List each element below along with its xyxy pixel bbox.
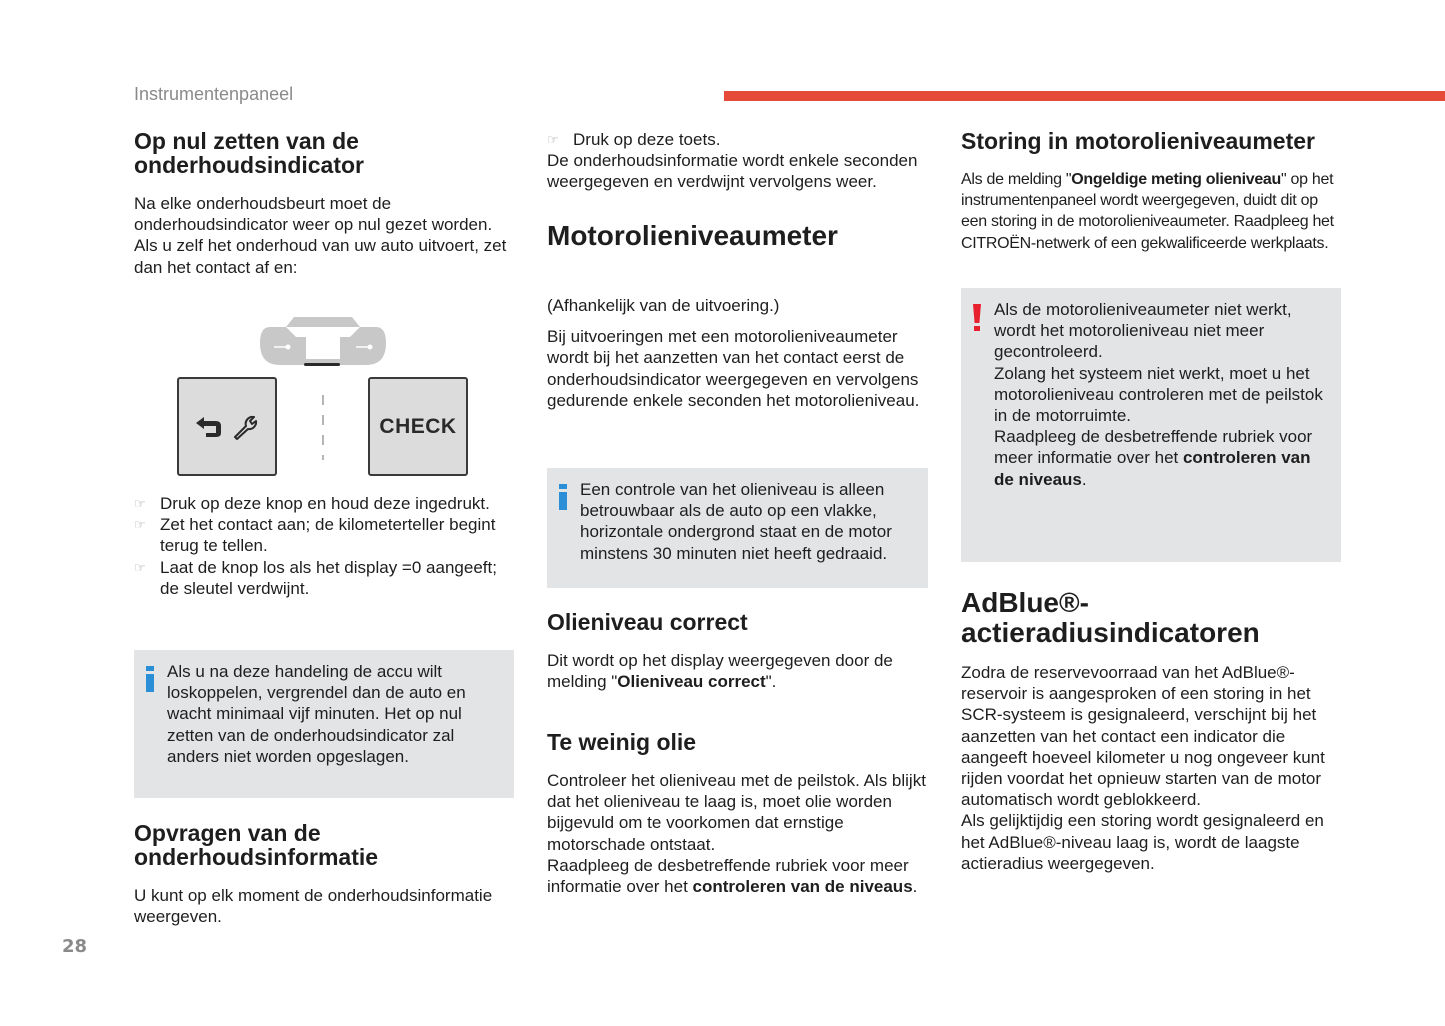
- correct-section: [547, 610, 929, 692]
- low-oil-heading: Te weinig olie: [547, 729, 697, 755]
- list-item: [547, 129, 929, 150]
- adblue-heading: AdBlue®- actieradiusindicatoren: [961, 587, 1260, 648]
- warning-text-2: Zolang het systeem niet werkt, moet u het motorolieniveau controleren met de peilstok in de motorruimte.: [994, 363, 1323, 426]
- list-item: [134, 557, 516, 599]
- message-olieniveau-correct: Olieniveau correct: [617, 672, 766, 692]
- reset-heading: Op nul zetten van de onderhoudsindicator: [134, 128, 364, 178]
- reference-link: controleren van de niveaus: [692, 877, 913, 897]
- query-text: U kunt op elk moment de onderhoudsinformatie weergeven.: [134, 886, 493, 927]
- pointing-hand-icon: ☞: [547, 132, 559, 147]
- illustration: [170, 315, 480, 485]
- correct-heading: Olieniveau correct: [547, 609, 748, 635]
- check-key-button: [368, 377, 468, 476]
- message-ongeldige-meting: Ongeldige meting olieniveau: [1071, 171, 1281, 188]
- list-item: [134, 493, 516, 514]
- fault-heading: Storing in motorolieniveaumeter: [961, 128, 1315, 154]
- fault-section: [961, 129, 1343, 254]
- instrument-cluster-icon: [260, 315, 386, 367]
- adblue-section: [961, 588, 1343, 874]
- return-arrow-icon: [194, 415, 224, 439]
- divider-dashed: [322, 395, 324, 460]
- low-oil-text: Controleer het olieniveau met de peilstok. Als blijkt dat het olieniveau te laag is, moet olie worden bijgevuld om te voorkomen dat ernstige motorschade ontstaat.: [547, 771, 926, 854]
- info-note-text: Als u na deze handeling de accu wilt loskoppelen, vergrendel dan de auto en wacht minimaal vijf minuten. Het op nul zetten van de onderhoudsindicator zal anders niet worden opgeslagen.: [167, 662, 466, 766]
- adblue-text-2: Als gelijktijdig een storing wordt gesignaleerd en het AdBlue®-niveau laag is, wordt de laagste actieradius weergegeven.: [961, 811, 1324, 873]
- warning-note: [961, 288, 1341, 562]
- step-followup: De onderhoudsinformatie wordt enkele seconden weergegeven en verdwijnt vervolgens weer.: [547, 151, 918, 192]
- list-item: [134, 514, 516, 556]
- query-section: [134, 821, 516, 927]
- page-number: 28: [62, 936, 88, 957]
- step-text: Zet het contact aan; de kilometerteller begint terug te tellen.: [160, 515, 496, 556]
- correct-text: Dit wordt op het display weergegeven door de melding "Olieniveau correct".: [547, 651, 893, 692]
- pointing-hand-icon: ☞: [134, 517, 146, 533]
- pointing-hand-icon: ☞: [134, 496, 146, 511]
- info-note-battery: [134, 650, 514, 798]
- pointing-hand-icon: ☞: [134, 559, 146, 575]
- info-icon: [146, 666, 154, 693]
- gauge-note: (Afhankelijk van de uitvoering.): [547, 296, 780, 315]
- header-accent-bar: [724, 91, 1445, 101]
- gauge-section: [547, 221, 929, 411]
- reset-section: [134, 129, 516, 278]
- wrench-icon: [232, 413, 260, 441]
- step-text: Druk op deze toets.: [573, 130, 721, 149]
- fault-text: Als de melding "Ongeldige meting olieniveau" op het instrumentenpaneel wordt weergegeven, duidt dit op een storing in de motorolieniveaumeter. Raadpleeg het CITROËN-netwerk of een gekwalificeerde werkplaats.: [961, 171, 1334, 252]
- low-oil-reference: Raadpleeg de desbetreffende rubriek voor meer informatie over het controleren van de niveaus.: [547, 855, 918, 897]
- check-key-label: CHECK: [379, 414, 457, 438]
- gauge-text: Bij uitvoeringen met een motorolieniveaumeter wordt bij het aanzetten van het contact eerst de onderhoudsindicator weergegeven en vervolgens gedurende enkele seconden het motorolieniveau.: [547, 327, 920, 410]
- query-steps: [547, 129, 929, 193]
- step-text: Laat de knop los als het display =0 aangeeft; de sleutel verdwijnt.: [160, 557, 497, 598]
- low-oil-section: [547, 730, 929, 897]
- adblue-text: Zodra de reservevoorraad van het AdBlue®-reservoir is aangesproken of een storing in het SCR-systeem is gesignaleerd, verschijnt bij het aanzetten van het contact een indicator die aangeeft hoeveel kilometer u nog ongeveer kunt rijden voordat het opnieuw starten van de motor automatisch wordt geblokkeerd.: [961, 663, 1325, 810]
- step-text: Druk op deze knop en houd deze ingedrukt.: [160, 494, 490, 513]
- reset-steps: [134, 493, 516, 599]
- info-note-oil-check: [547, 468, 928, 588]
- reference-link: controleren van de niveaus: [994, 448, 1311, 489]
- reset-key-button: [177, 377, 277, 476]
- warning-reference: Raadpleeg de desbetreffende rubriek voor meer informatie over het controleren van de niveaus.: [994, 427, 1313, 489]
- warning-icon: [973, 304, 981, 331]
- gauge-heading: Motorolieniveaumeter: [547, 220, 838, 251]
- section-title: Instrumentenpaneel: [134, 84, 294, 104]
- query-heading: Opvragen van de onderhoudsinformatie: [134, 820, 379, 870]
- reset-intro: Na elke onderhoudsbeurt moet de onderhoudsindicator weer op nul gezet worden. Als u zelf het onderhoud van uw auto uitvoert, zet dan het contact af en:: [134, 194, 507, 277]
- info-icon: [559, 484, 567, 511]
- warning-text: Als de motorolieniveaumeter niet werkt, wordt het motorolieniveau niet meer gecontroleerd.: [994, 300, 1292, 362]
- info-note-text: Een controle van het olieniveau is alleen betrouwbaar als de auto op een vlakke, horizontale ondergrond staat en de motor minstens 30 minuten niet heeft gedraaid.: [580, 480, 892, 563]
